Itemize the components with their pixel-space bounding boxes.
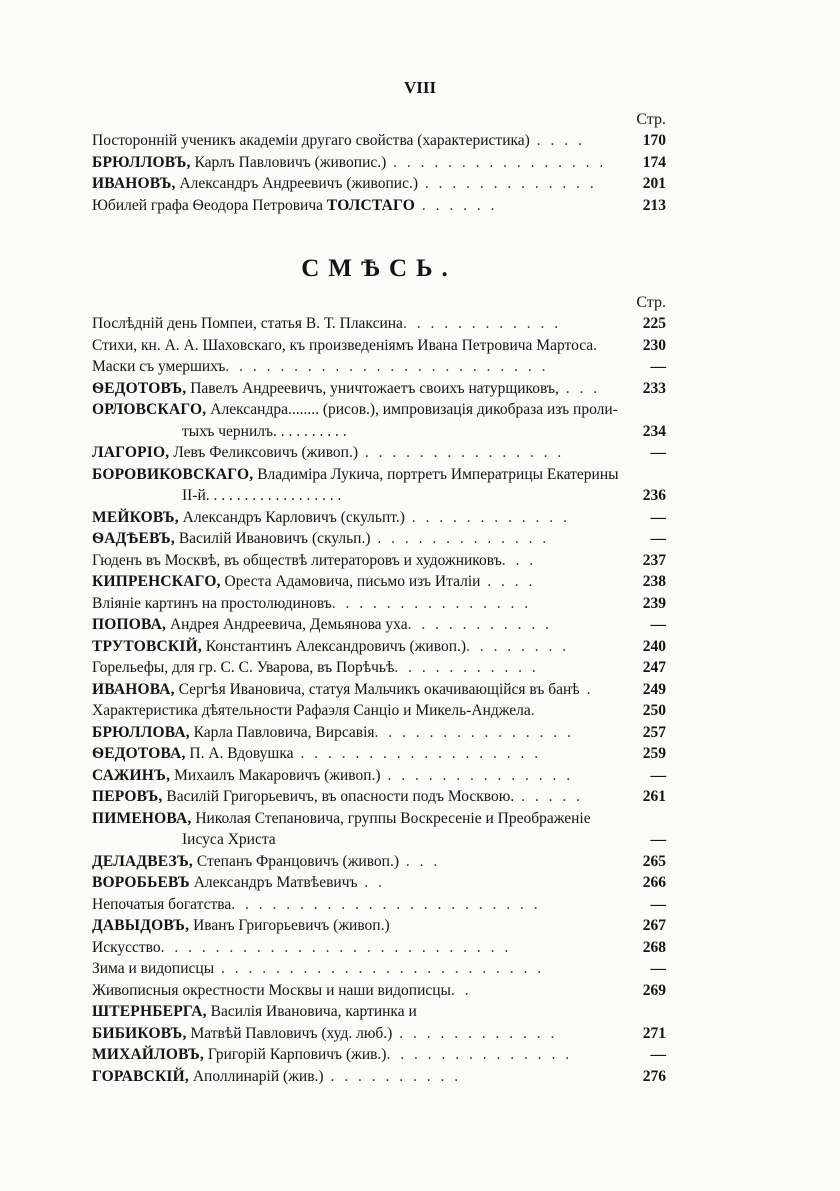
entry-text: Гюденъ въ Москвѣ, въ обществѣ литераторовъ и художниковъ (92, 551, 502, 569)
entry-page-number: 201 (642, 175, 666, 192)
entry-page-number: — (650, 508, 666, 526)
entry-title (92, 1001, 622, 1023)
entry-title (92, 195, 622, 217)
mix-section (92, 255, 666, 1087)
entry-author: ЛАГОРІО, (92, 444, 170, 461)
entry-text: Ореста Адамовича, письмо изъ Италіи (220, 573, 481, 590)
entry-text: Иванъ Григорьевичъ (живоп.) (189, 917, 390, 934)
entry-title (92, 722, 622, 744)
entry-text: Карлъ Павловичъ (живопис.) (190, 153, 387, 171)
entry-title (92, 765, 622, 787)
leader-dots: . . . . . . . . . . . . . . . . . . . . . . . . (214, 960, 545, 977)
toc-entry (92, 152, 666, 174)
entry-continuation: тыхъ чернилъ. . . . . . . . . . (182, 422, 347, 440)
entry-page-number: 261 (642, 788, 666, 805)
entry-title (92, 743, 622, 765)
entry-page-number: — (650, 766, 666, 784)
leader-dots: . . . . . . . . . . . . . . . . (386, 153, 607, 171)
toc-entry (92, 808, 666, 851)
leader-dots: . . . . . (514, 788, 583, 805)
entry-page-number: — (650, 895, 666, 913)
leader-dots: . . . . . . . . . . . . . . . . . . . . . . . . (225, 358, 549, 375)
entry-page-number: 239 (642, 594, 666, 612)
leader-dots: . . . . . . . . (466, 637, 570, 655)
entry-title (92, 550, 622, 572)
entry-author: ДАВЫДОВЪ, (92, 917, 190, 934)
entry-surname: ТОЛСТАГО (326, 196, 415, 214)
entry-page-number: 247 (642, 659, 666, 676)
entry-author: ГОРАВСКІЙ, (92, 1067, 189, 1085)
entry-page-number: 265 (642, 852, 666, 870)
entry-text: Левъ Феликсовичъ (живоп.) (169, 444, 358, 461)
entry-text: Сергѣя Ивановича, статуя Мальчикъ окачивающійся въ банѣ (174, 680, 580, 698)
entry-text: Михаилъ Макаровичъ (живоп.) (170, 766, 381, 784)
entry-text: Непочатыя богатства (92, 895, 232, 913)
leader-dots: . . . . . . . . . . . . . . . (331, 594, 532, 612)
entry-title (92, 808, 622, 851)
toc-entry (92, 528, 666, 550)
toc-entry (92, 356, 666, 378)
entry-text: Василій Григорьевичъ, въ опасности подъ Москвою. (162, 788, 515, 805)
leader-dots: . . . . (480, 573, 536, 590)
leader-dots: . . . . (529, 132, 585, 149)
entry-text: Послѣдній день Помпеи, статья В. Т. Плаксина (92, 315, 403, 332)
entry-page-number: 266 (642, 874, 666, 891)
toc-entry (92, 378, 666, 400)
toc-entry (92, 399, 666, 442)
entry-author: БОРОВИКОВСКАГО, (92, 465, 254, 483)
leader-dots: . (530, 702, 538, 719)
entry-text: Вліяніе картинъ на простолюдиновъ (92, 594, 332, 612)
entry-page-number: 267 (642, 917, 666, 934)
entry-author: ѲАДѢЕВЪ, (92, 530, 175, 547)
entry-text: Василій Ивановичъ (скульп.) (174, 530, 371, 547)
entry-title (92, 851, 622, 873)
entry-text: Карла Павловича, Вирсавія (189, 723, 375, 741)
entry-author: ПЕРОВЪ, (92, 788, 163, 805)
entry-author: ВОРОБЬЕВЪ (92, 874, 190, 891)
entry-title (92, 614, 622, 636)
toc-entry (92, 550, 666, 572)
entry-text: Маски съ умершихъ (92, 358, 226, 375)
entry-page-number: 240 (642, 637, 666, 655)
entry-author: МИХАЙЛОВЪ, (92, 1046, 204, 1063)
entry-text: Матвѣй Павловичъ (худ. люб.) (186, 1024, 393, 1042)
toc-entry (92, 335, 666, 357)
entry-continuation: II-й. . . . . . . . . . . . . . . . . . (182, 487, 342, 504)
entry-page-number: — (650, 616, 666, 633)
entry-title (92, 173, 622, 195)
toc-entry (92, 872, 666, 894)
leader-dots: . . . . . . . . . . . . . . (380, 766, 574, 784)
entry-page-number: 250 (642, 702, 666, 719)
leader-dots: . . . (399, 852, 441, 870)
section-heading: СМѢСЬ. (301, 255, 457, 282)
toc-entry (92, 915, 666, 937)
toc-entry (92, 614, 666, 636)
toc-entry (92, 1023, 666, 1045)
entry-title (92, 700, 622, 722)
entry-page-number: — (650, 831, 666, 848)
top-entries-list (92, 130, 666, 216)
leader-dots: . . . . . . . . . . . . . . . (357, 444, 565, 461)
entry-author: ПИМЕНОВА, (92, 809, 192, 827)
toc-entry (92, 313, 666, 335)
toc-entry (92, 1001, 666, 1023)
toc-entry (92, 722, 666, 744)
entry-text: Николая Степановича, группы Воскресеніе и Преображеніе (191, 809, 591, 827)
entry-text: Владиміра Лукича, портретъ Императрицы Екатерины (253, 465, 619, 483)
toc-entry (92, 958, 666, 980)
entry-page-number: 174 (642, 153, 666, 171)
leader-dots: . . . . . . . . . . . . . . . (374, 723, 574, 741)
entry-author: ТРУТОВСКІЙ, (92, 637, 202, 655)
entry-title (92, 1023, 622, 1045)
entry-title (92, 679, 622, 701)
leader-dots: . . . . . . . . . . . . . . . . . . . . . . . . . . (160, 938, 512, 956)
entry-page-number: 269 (642, 981, 666, 999)
entry-title (92, 528, 622, 550)
entry-author: БРЮЛЛОВЪ, (92, 153, 191, 171)
toc-entry (92, 786, 666, 808)
entry-page-number: — (650, 444, 666, 461)
entry-text: Стихи, кн. А. А. Шаховскаго, къ произведеніямъ Ивана Петровича Мартоса. (92, 336, 598, 354)
entry-title (92, 378, 622, 400)
entry-author: МЕЙКОВЪ, (92, 508, 179, 526)
entry-page-number: 234 (642, 422, 666, 440)
entry-page-number: 238 (642, 573, 666, 590)
entry-page-number: 230 (642, 336, 666, 354)
entry-title (92, 915, 622, 937)
entry-title (92, 152, 622, 174)
entry-page-number: 170 (642, 132, 666, 149)
entry-page-number: 276 (642, 1067, 666, 1085)
entry-author: ОРЛОВСКАГО, (92, 401, 207, 418)
page-column-label: Стр. (636, 294, 666, 311)
entry-title (92, 399, 622, 442)
entry-author: ДЕЛАДВЕЗЪ, (92, 852, 193, 870)
entry-text: Василія Ивановича, картинка и (206, 1003, 417, 1020)
toc-entry (92, 464, 666, 507)
entry-author: ИВАНОВЪ, (92, 175, 176, 192)
leader-dots: . . . . . . . . . . . . . . (386, 1046, 573, 1063)
entry-title (92, 894, 622, 916)
entry-title (92, 442, 622, 464)
entry-title (92, 1066, 622, 1088)
entry-author: ѲЕДОТОВЪ, (92, 379, 187, 397)
page-column-label: Стр. (636, 111, 666, 128)
toc-entry (92, 743, 666, 765)
entry-text: Горельефы, для гр. С. С. Уварова, въ Порѣчьѣ (92, 659, 395, 676)
leader-dots: . . . . . . . . . . . . . (418, 175, 597, 192)
entry-author: БРЮЛЛОВА, (92, 723, 190, 741)
entry-page-number: 257 (642, 723, 666, 741)
toc-entry (92, 593, 666, 615)
entry-text: Посторонній ученикъ академіи другаго свойства (характеристика) (92, 132, 530, 149)
entry-author: КИПРЕНСКАГО, (92, 573, 221, 590)
entry-text: Александръ Карловичъ (скульпт.) (178, 508, 405, 526)
leader-dots: . . . . . . . . . . . . . . . . . . . . . . . (231, 895, 541, 913)
entry-title (92, 130, 622, 152)
toc-entry (92, 442, 666, 464)
entry-page-number: 237 (642, 551, 666, 569)
leader-dots: . (579, 680, 594, 698)
toc-entry (92, 851, 666, 873)
entry-text: Степанъ Францовичъ (живоп.) (193, 852, 399, 870)
leader-dots: . . . . . . (414, 196, 498, 214)
entry-text: Александръ Андреевичъ (живопис.) (175, 175, 418, 192)
entry-text: Павелъ Андреевичъ, уничтожаетъ своихъ натурщиковъ, (186, 379, 559, 397)
entry-author: ШТЕРНБЕРГА, (92, 1003, 207, 1020)
entry-text: Константинъ Александровичъ (живоп.) (201, 637, 467, 655)
entry-text: П. А. Вдовушка (185, 745, 294, 762)
leader-dots: . . . . . . . . . . (323, 1067, 462, 1085)
toc-entry (92, 980, 666, 1002)
toc-entry (92, 765, 666, 787)
entry-title (92, 980, 622, 1002)
entry-page-number: — (650, 530, 666, 547)
entry-page-number: 259 (642, 745, 666, 762)
leader-dots: . . . . . . . . . . . . . (370, 530, 550, 547)
entry-author: БИБИКОВЪ, (92, 1024, 187, 1042)
leader-dots: . . . . . . . . . . . (394, 659, 539, 676)
top-section (92, 110, 666, 216)
entry-title (92, 657, 622, 679)
entry-text: Живописныя окрестности Москвы и наши видописцы (92, 981, 451, 999)
entry-text: Андрея Андреевича, Демьянова уха (166, 616, 408, 633)
entry-title (92, 571, 622, 593)
toc-entry (92, 173, 666, 195)
toc-entry (92, 1044, 666, 1066)
entry-page-number: — (650, 1046, 666, 1063)
entry-text: Аполлинарій (жив.) (188, 1067, 324, 1085)
entry-page-number: 271 (642, 1024, 666, 1042)
toc-entry (92, 657, 666, 679)
toc-entry (92, 571, 666, 593)
entry-text: Зима и видописцы (92, 960, 215, 977)
leader-dots: . . . (501, 551, 537, 569)
entry-author: ѲЕДОТОВА, (92, 745, 186, 762)
entry-text: Александра........ (рисов.), импровизація дикобраза изъ проли- (206, 401, 618, 418)
leader-dots: . . . (558, 379, 601, 397)
entry-title (92, 313, 622, 335)
leader-dots: . . . . . . . . . . . . . . . . . . (293, 745, 542, 762)
entry-text: Юбилей графа Ѳеодора Петровича (92, 196, 327, 214)
entry-text: Григорій Карповичъ (жив.) (203, 1046, 387, 1063)
page-number: VIII (403, 78, 437, 97)
entry-title (92, 937, 622, 959)
entry-author: ИВАНОВА, (92, 680, 175, 698)
entry-page-number: — (650, 960, 666, 977)
entry-title (92, 636, 622, 658)
entry-title (92, 872, 622, 894)
entry-title (92, 507, 622, 529)
entry-page-number: 233 (642, 379, 666, 397)
entry-text: Искусство (92, 938, 161, 956)
entry-title (92, 1044, 622, 1066)
toc-entry (92, 507, 666, 529)
entry-page-number: 236 (642, 487, 666, 504)
toc-entry (92, 130, 666, 152)
entry-page-number: 268 (642, 938, 666, 956)
leader-dots: . . (357, 874, 386, 891)
toc-entry (92, 1066, 666, 1088)
entry-page-number: 249 (642, 680, 666, 698)
entry-title (92, 593, 622, 615)
toc-entry (92, 679, 666, 701)
entry-title (92, 786, 622, 808)
mix-entries-list (92, 313, 666, 1087)
toc-entry (92, 700, 666, 722)
leader-dots: . . (450, 981, 472, 999)
leader-dots: . . . . . . . . . . . . (392, 1024, 558, 1042)
entry-page-number: — (650, 358, 666, 375)
entry-title (92, 335, 622, 357)
toc-entry (92, 894, 666, 916)
toc-entry (92, 636, 666, 658)
entry-page-number: 225 (642, 315, 666, 332)
leader-dots: . . . . . . . . . . . . (404, 508, 570, 526)
entry-author: САЖИНЪ, (92, 766, 171, 784)
entry-continuation: Іисуса Христа (182, 831, 276, 848)
toc-entry (92, 195, 666, 217)
entry-author: ПОПОВА, (92, 616, 167, 633)
entry-title (92, 958, 622, 980)
entry-page-number: 213 (642, 196, 666, 214)
entry-title (92, 464, 622, 507)
toc-entry (92, 937, 666, 959)
entry-text: Александръ Матвѣевичъ (189, 874, 358, 891)
leader-dots: . . . . . . . . . . . (407, 616, 552, 633)
entry-title (92, 356, 622, 378)
entry-text: Характеристика дѣятельности Рафаэля Санціо и Микель-Анджела (92, 702, 531, 719)
leader-dots: . . . . . . . . . . . . (402, 315, 562, 332)
